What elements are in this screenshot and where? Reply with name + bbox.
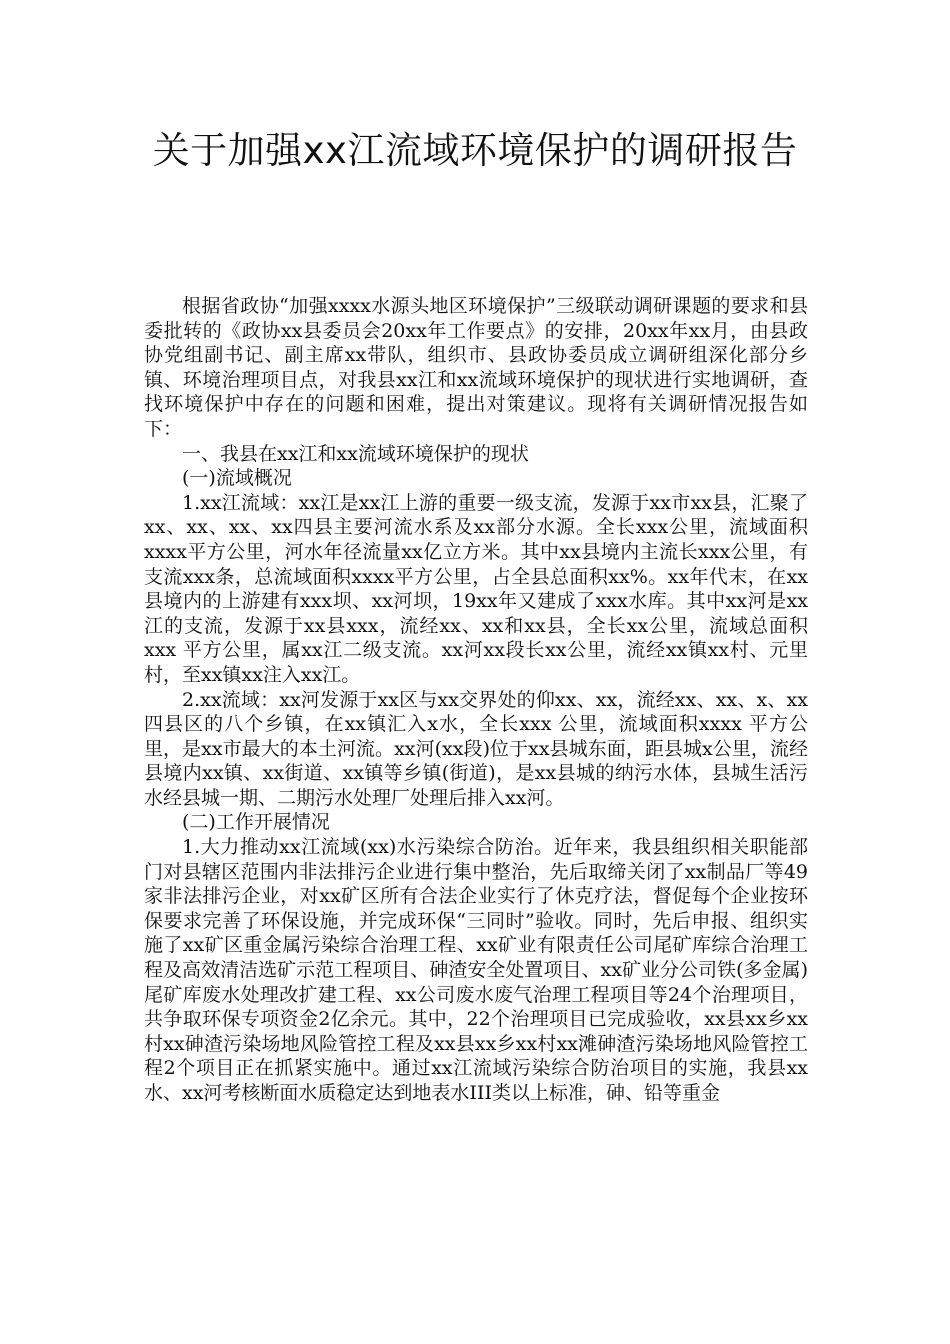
document-title: 关于加强xx江流域环境保护的调研报告 [152,129,798,172]
section-heading-1: 一、我县在xx江和xx流域环境保护的现状 [182,442,529,465]
subsection-heading-2: (二)工作开展情况 [182,811,330,834]
body-paragraph: 1.大力推动xx江流域(xx)水污染综合防治。近年来，我县组织相关职能部门对县辖区范围内非法排污企业进行集中整治，先后取缔关闭了xx制品厂等49家非法排污企业，对xx矿区所有合法企业实行了休克疗法，督促每个企业按环保要求完善了环保设施，并完成环保“三同时”验收。同时，先后申报、组织实施了xx矿区重金属污染综合治理工程、xx矿业有限责任公司尾矿库综合治理工程及高效清洁选矿示范工程项目、砷渣安全处置项目、xx矿业分公司铁(多金属)尾矿库废水处理改扩建工程、xx公司废水废气治理工程项目等24个治理项目，共争取环保专项资金2亿余元。其中，22个治理项目已完成验收，xx县xx乡xx村xx砷渣污染场地风险管控工程及xx县xx乡xx村xx滩砷渣污染场地风险管控工程2个项目正在抓紧实施中。通过xx江流域污染综合防治项目的实施，我县xx水、xx河考核断面水质稳定达到地表水III类以上标准，砷、铅等重金 [144,836,808,1104]
subsection-heading-1: (一)流域概况 [182,467,292,490]
intro-paragraph: 根据省政协“加强xxxx水源头地区环境保护”三级联动调研课题的要求和县委批转的《政协xx县委员会20xx年工作要点》的安排，20xx年xx月，由县政协党组副书记、副主席xx带队，组织市、县政协委员成立调研组深化部分乡镇、环境治理项目点，对我县xx江和xx流域环境保护的现状进行实地调研，查找环境保护中存在的问题和困难，提出对策建议。现将有关调研情况报告如下： [144,295,808,440]
body-paragraph: 1.xx江流域：xx江是xx江上游的重要一级支流，发源于xx市xx县，汇聚了xx、xx、xx、xx四县主要河流水系及xx部分水源。全长xxx公里，流域面积xxxx平方公里，河水年径流量xx亿立方米。其中xx县境内主流长xxx公里，有支流xxx条，总流域面积xxxx平方公里，占全县总面积xx%。xx年代末，在xx县境内的上游建有xxx坝、xx河坝，19xx年又建成了xxx水库。其中xx河是xx江的支流，发源于xx县xxx，流经xx、xx和xx县，全长xx公里，流域总面积xxx 平方公里，属xx江二级支流。xx河xx段长xx公里，流经xx镇xx村、元里村，至xx镇xx注入xx江。 [144,491,808,686]
document-body [144,294,808,1106]
body-paragraph: 2.xx流域：xx河发源于xx区与xx交界处的仰xx、xx，流经xx、xx、x、xx四县区的八个乡镇，在xx镇汇入x水，全长xxx 公里，流域面积xxxx 平方公里，是xx市最大的本土河流。xx河(xx段)位于xx县城东面，距县城x公里，流经县境内xx镇、xx街道、xx镇等乡镇(街道)，是xx县城的纳污水体，县城生活污水经县城一期、二期污水处理厂处理后排入xx河。 [144,688,808,809]
